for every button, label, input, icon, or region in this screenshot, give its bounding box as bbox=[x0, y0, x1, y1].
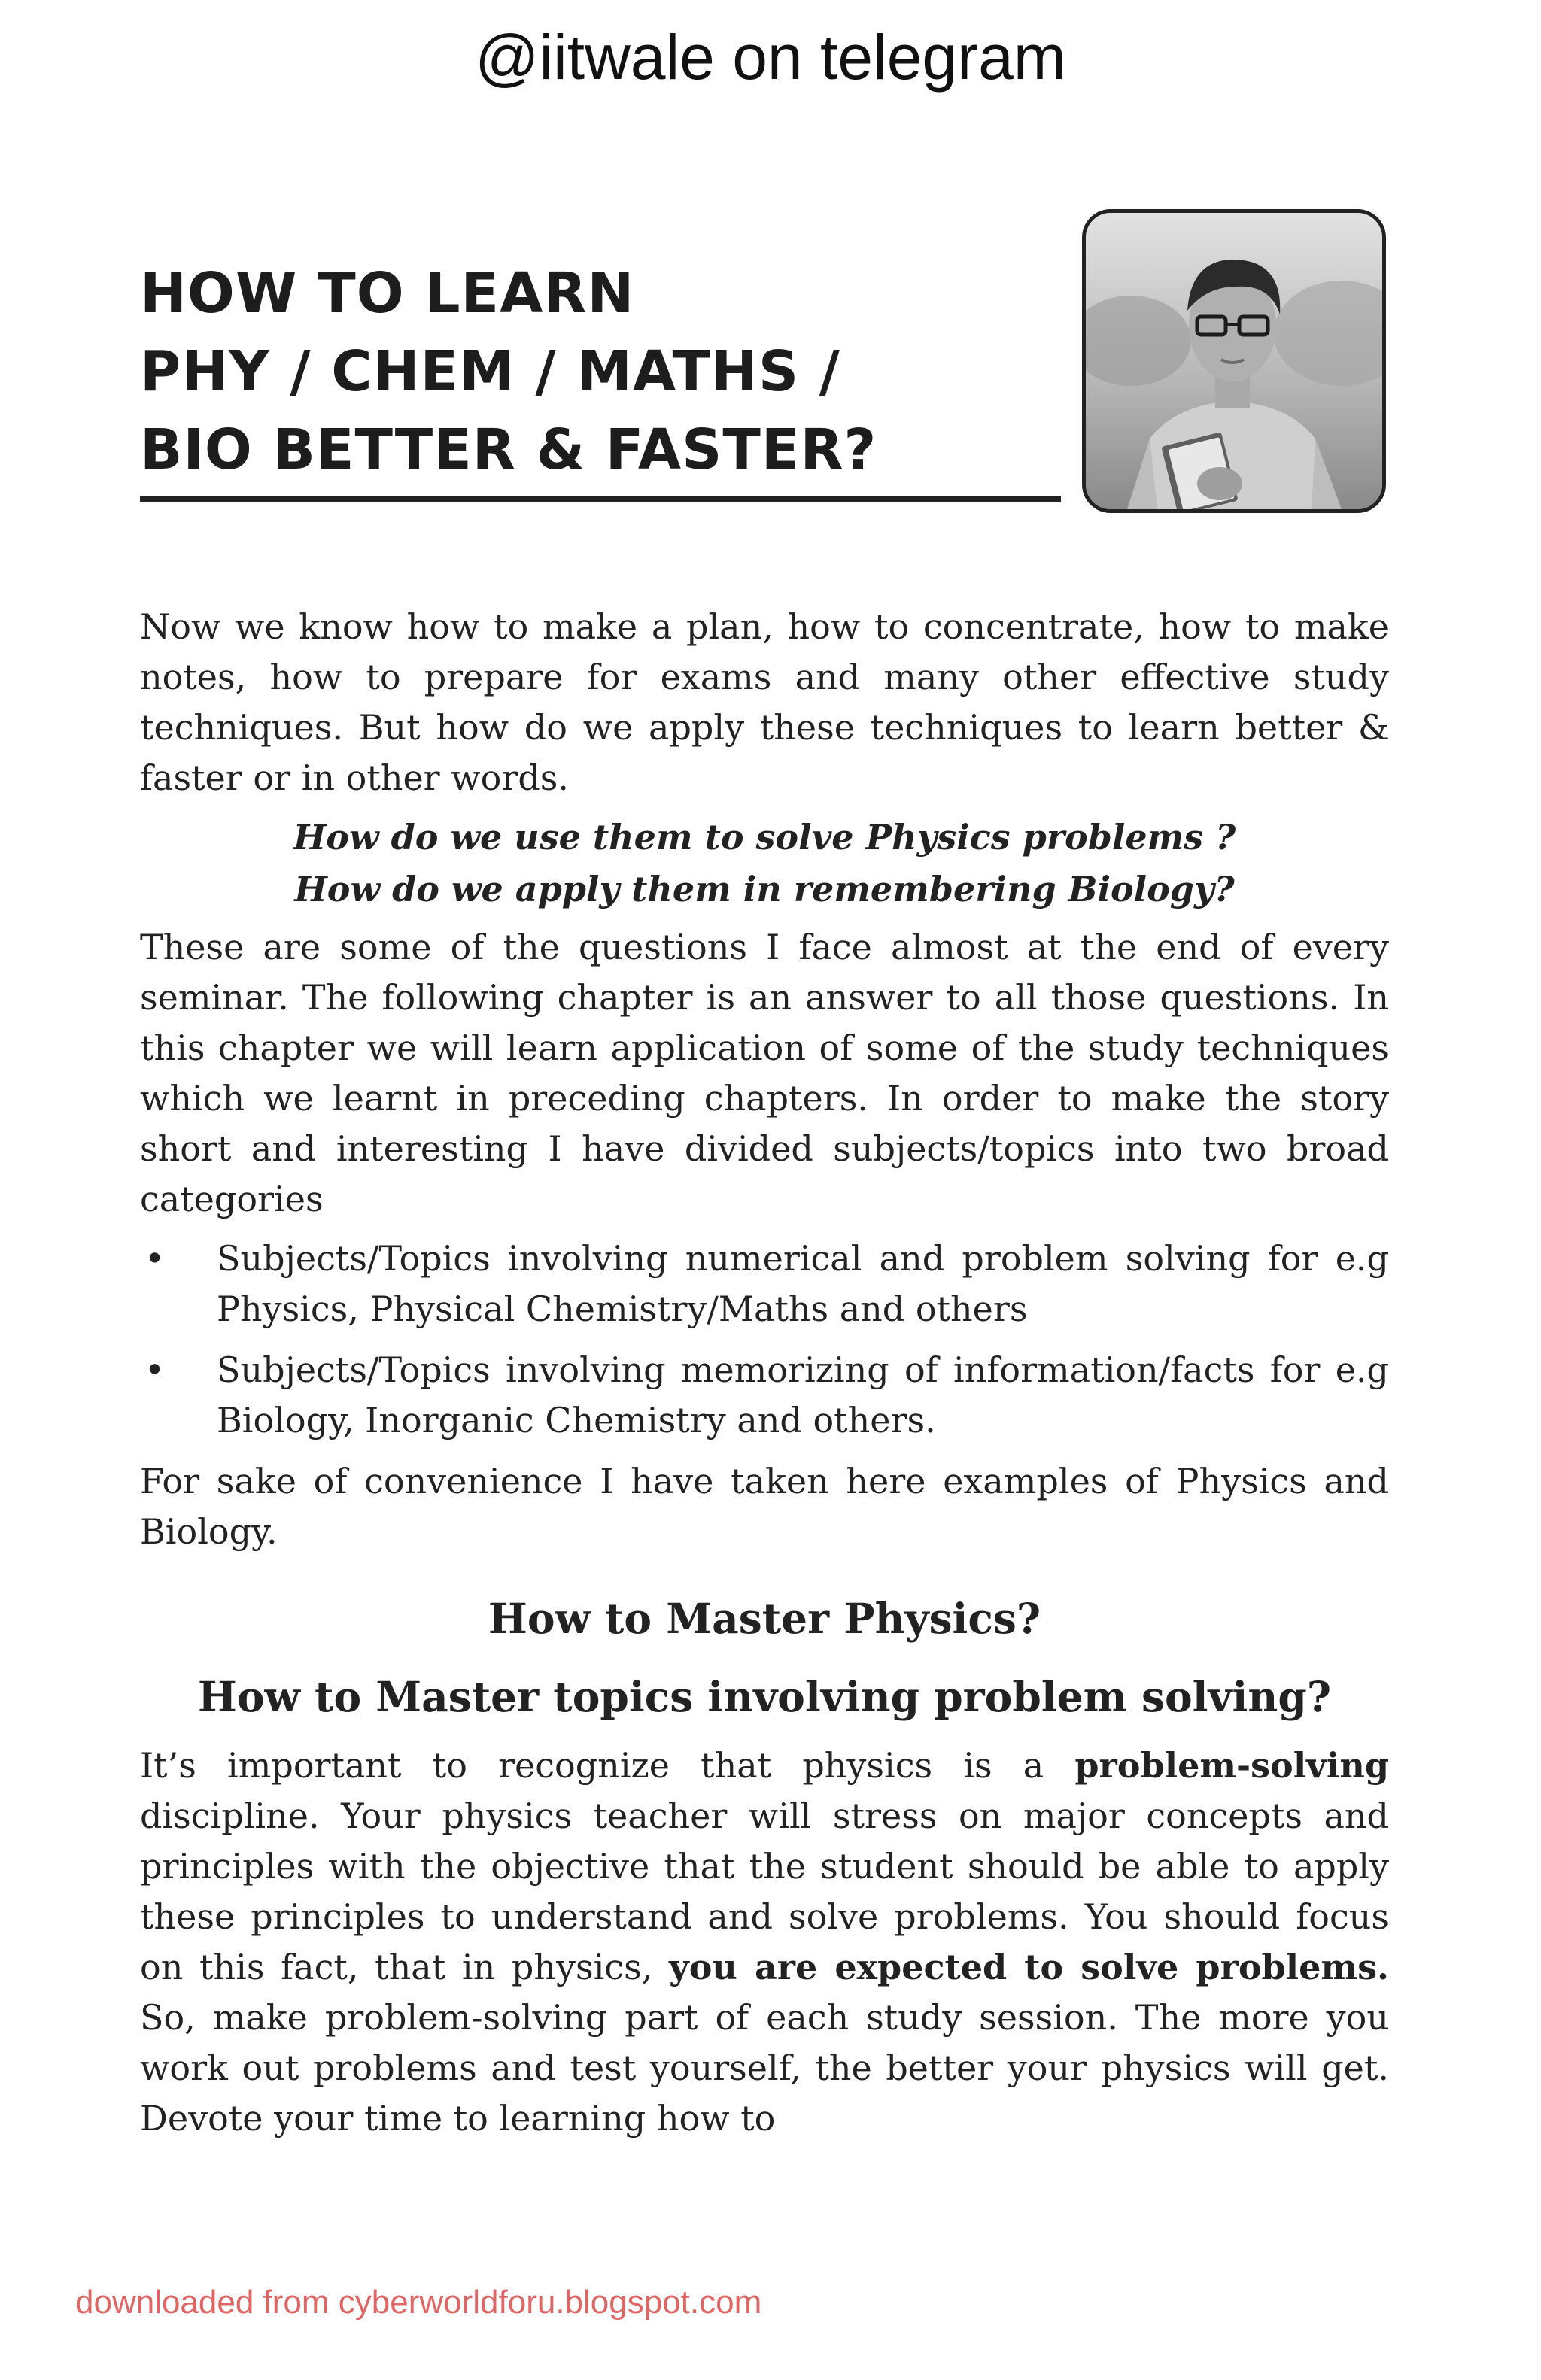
chapter-title bbox=[140, 254, 1073, 489]
category-list bbox=[140, 1234, 1389, 1446]
telegram-tag: @iitwale on telegram bbox=[475, 22, 1066, 93]
list-item-text: Subjects/Topics involving memorizing of information/facts for e.g Biology, Inorganic Chemistry and others. bbox=[217, 1349, 1389, 1440]
text-segment: So, make problem-solving part of each study session. The more you work out problems and test yourself, the better your physics will get. Devote your time to learning how to bbox=[140, 1997, 1389, 2139]
title-line-3: BIO BETTER & FASTER? bbox=[140, 417, 877, 482]
heading-master-physics: How to Master Physics? bbox=[488, 1594, 1041, 1643]
student-photo bbox=[1082, 209, 1386, 513]
intro-paragraph: Now we know how to make a plan, how to concentrate, how to make notes, how to prepare for exams and many other effective study techniques. But how do we apply these techniques to learn better & faster or in other words. bbox=[140, 606, 1389, 798]
problem-solving-paragraph bbox=[140, 1741, 1389, 2144]
question-biology: How do we apply them in remembering Biology? bbox=[294, 869, 1235, 909]
question-physics: How do we use them to solve Physics problems ? bbox=[293, 817, 1236, 858]
seminar-paragraph: These are some of the questions I face almost at the end of every seminar. The following chapter is an answer to all those questions. In this chapter we will learn application of some of the study techniques which we learnt in preceding chapters. In order to make the story short and interesting I have divided subjects/topics into two broad categories bbox=[140, 927, 1389, 1219]
heading-problem-solving: How to Master topics involving problem solving? bbox=[197, 1672, 1332, 1721]
convenience-paragraph: For sake of convenience I have taken here examples of Physics and Biology. bbox=[140, 1461, 1389, 1552]
text-segment: discipline. Your physics teacher will stress on major concepts and principles with the objective that the student should be able to apply these principles to understand and solve problems. You should focus on this fact, that in physics, bbox=[140, 1796, 1389, 1987]
bold-segment: problem-solving bbox=[1074, 1745, 1389, 1786]
title-line-1: HOW TO LEARN bbox=[140, 261, 635, 326]
bullet-icon: • bbox=[144, 1238, 166, 1279]
list-item bbox=[140, 1345, 1389, 1446]
list-item-text: Subjects/Topics involving numerical and problem solving for e.g Physics, Physical Chemistry/Maths and others bbox=[217, 1238, 1389, 1329]
download-watermark: downloaded from cyberworldforu.blogspot.com bbox=[75, 2284, 762, 2321]
list-item bbox=[140, 1234, 1389, 1334]
title-underline bbox=[140, 496, 1061, 502]
title-line-2: PHY / CHEM / MATHS / bbox=[140, 339, 840, 404]
main-content bbox=[140, 602, 1389, 2144]
bold-segment: you are expected to solve problems. bbox=[669, 1947, 1389, 1987]
student-photo-illustration bbox=[1086, 213, 1382, 509]
bullet-icon: • bbox=[144, 1349, 166, 1390]
text-segment: It’s important to recognize that physics is a bbox=[140, 1745, 1075, 1786]
